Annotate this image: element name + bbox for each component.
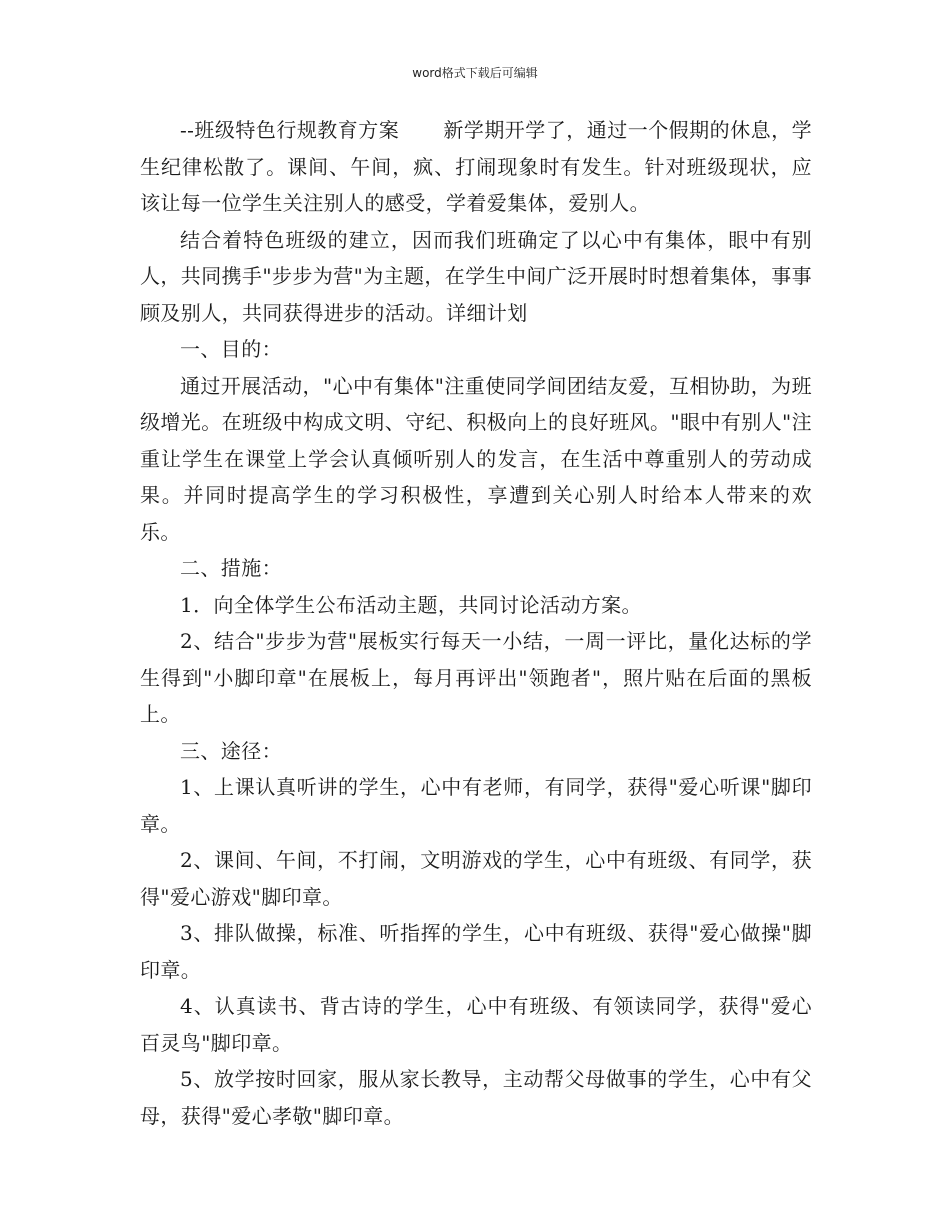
approach-item-4: 4、认真读书、背古诗的学生，心中有班级、有领读同学，获得"爱心百灵鸟"脚印章。 — [140, 994, 812, 1055]
document-body — [140, 112, 812, 1134]
page-header: word格式下载后可编辑 — [412, 66, 538, 80]
doc-title: --班级特色行规教育方案 — [180, 118, 400, 142]
approach-item-5: 5、放学按时回家，服从家长教导，主动帮父母做事的学生，心中有父母，获得"爱心孝敬"脚印章。 — [140, 1067, 812, 1128]
section-heading-approach: 三、途径： — [180, 738, 282, 763]
measure-item-2: 2、结合"步步为营"展板实行每天一小结，一周一评比，量化达标的学生得到"小脚印章"在展板上，每月再评出"领跑者"，照片贴在后面的黑板上。 — [140, 629, 812, 726]
intro-paragraph — [140, 112, 812, 222]
approach-item-1: 1、上课认真听讲的学生，心中有老师，有同学，获得"爱心听课"脚印章。 — [140, 775, 812, 836]
purpose-paragraph: 通过开展活动，"心中有集体"注重使同学间团结友爱，互相协助，为班级增光。在班级中构成文明、守纪、积极向上的良好班风。"眼中有别人"注重让学生在课堂上学会认真倾听别人的发言，在生活中尊重别人的劳动成果。并同时提高学生的学习积极性，享遭到关心别人时给本人带来的欢乐。 — [140, 373, 812, 544]
approach-item-2: 2、课间、午间，不打闹，文明游戏的学生，心中有班级、有同学，获得"爱心游戏"脚印章。 — [140, 848, 812, 909]
measure-item-1: 1．向全体学生公布活动主题，共同讨论活动方案。 — [180, 592, 642, 617]
plan-paragraph: 结合着特色班级的建立，因而我们班确定了以心中有集体，眼中有别人，共同携手"步步为营"为主题，在学生中间广泛开展时时想着集体，事事顾及别人，共同获得进步的活动。详细计划 — [140, 227, 812, 325]
intro-text: 新学期开学了，通过一个假期的休息，学生纪律松散了。课间、午间，疯、打闹现象时有发生。针对班级现状，应该让每一位学生关注别人的感受，学着爱集体，爱别人。 — [140, 118, 812, 215]
section-heading-purpose: 一、目的： — [180, 337, 282, 361]
section-heading-measures: 二、措施： — [180, 556, 282, 580]
approach-item-3: 3、排队做操，标准、听指挥的学生，心中有班级、获得"爱心做操"脚印章。 — [140, 921, 812, 982]
